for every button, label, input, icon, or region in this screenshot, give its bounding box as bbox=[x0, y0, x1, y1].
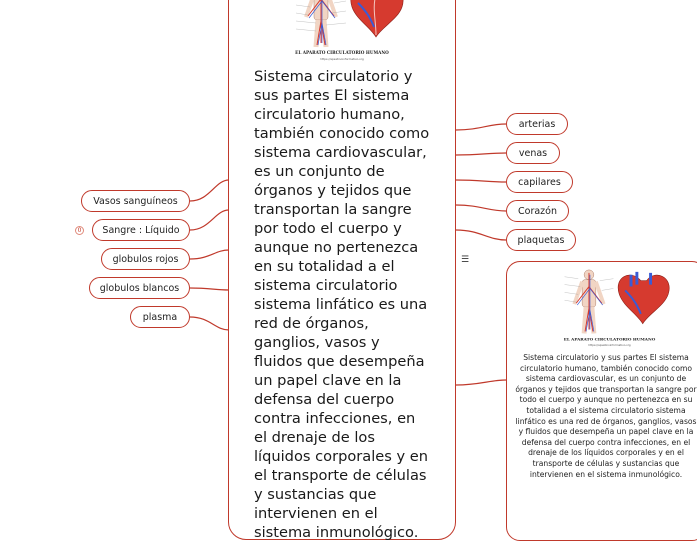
connector-sangre bbox=[190, 210, 229, 230]
node-label: plasma bbox=[142, 311, 178, 323]
node-arterias[interactable] bbox=[506, 113, 568, 135]
image-url: https://apsatinoinformativo.org bbox=[588, 343, 631, 348]
node-globulos-rojos[interactable] bbox=[101, 248, 190, 270]
central-topic-card[interactable] bbox=[228, 0, 456, 540]
connector-capilares bbox=[456, 180, 506, 182]
node-venas[interactable] bbox=[506, 142, 560, 164]
node-corazon[interactable] bbox=[506, 200, 569, 222]
node-capilares[interactable] bbox=[506, 171, 573, 193]
node-globulos-blancos[interactable] bbox=[89, 277, 190, 299]
node-label: globulos blancos bbox=[99, 282, 180, 294]
sub-topic-card[interactable] bbox=[506, 261, 697, 541]
sub-topic-text: Sistema circulatorio y sus partes El sistema circulatorio humano, también conocido como sistema cardiovascular, es un conjunto de órganos y tejidos que transportan la sangre por todo el cuerpo y aunque no pertenezca en su totalidad a el sistema circulatorio sistema linfático es una red de órganos, ganglios, vasos y fluidos que desempeña un papel clave en la defensa del cuerpo contra infecciones, en el drenaje de los líquidos corporales y en el transporte de células y sustancias que intervienen en el sistema inmunológico. bbox=[515, 353, 697, 479]
connector-corazon bbox=[456, 205, 506, 211]
connector-globulos-rojos bbox=[190, 250, 229, 259]
circulatory-diagram-image bbox=[276, 0, 409, 63]
central-topic-text: Sistema circulatorio y sus partes El sistema circulatorio humano, también conocido como sistema cardiovascular, es un conjunto de órganos y tejidos que transportan la sangre por todo el cuerpo y aunque no pertenezca en su totalidad a el sistema circulatorio sistema linfático es una red de órganos, ganglios, vasos y fluidos que desempeña un papel clave en la defensa del cuerpo contra infecciones, en el drenaje de los líquidos corporales y en el transporte de células y sustancias que intervienen en el sistema inmunológico. bbox=[254, 68, 430, 541]
connector-arterias bbox=[456, 124, 506, 130]
connector-venas bbox=[456, 153, 506, 155]
image-caption: EL APARATO CIRCULATORIO HUMANO bbox=[295, 50, 389, 55]
node-plaquetas[interactable] bbox=[506, 229, 576, 251]
image-caption: EL APARATO CIRCULATORIO HUMANO bbox=[563, 336, 656, 342]
node-label: Vasos sanguíneos bbox=[93, 195, 178, 207]
connector-vasos bbox=[190, 180, 229, 201]
notes-icon[interactable]: ☰ bbox=[461, 255, 470, 265]
node-label: arterias bbox=[518, 118, 556, 130]
image-url: https://apsatinoinformativo.org bbox=[320, 57, 364, 61]
node-plasma[interactable] bbox=[130, 306, 190, 328]
circulatory-diagram-image bbox=[545, 268, 675, 350]
collapse-toggle-icon[interactable]: 0 bbox=[75, 226, 84, 235]
node-label: globulos rojos bbox=[112, 253, 179, 265]
node-label: Sangre : Líquido bbox=[102, 224, 180, 236]
node-sangre-liquido[interactable] bbox=[92, 219, 190, 241]
connector-plaquetas bbox=[456, 230, 506, 240]
connector-plasma bbox=[190, 317, 229, 330]
connector-globulos-blancos bbox=[190, 288, 229, 290]
node-label: venas bbox=[518, 147, 548, 159]
node-label: capilares bbox=[518, 176, 561, 188]
node-vasos-sanguineos[interactable] bbox=[81, 190, 190, 212]
node-label: Corazón bbox=[518, 205, 557, 217]
node-label: plaquetas bbox=[517, 234, 565, 246]
connector-sub-card bbox=[456, 380, 506, 385]
